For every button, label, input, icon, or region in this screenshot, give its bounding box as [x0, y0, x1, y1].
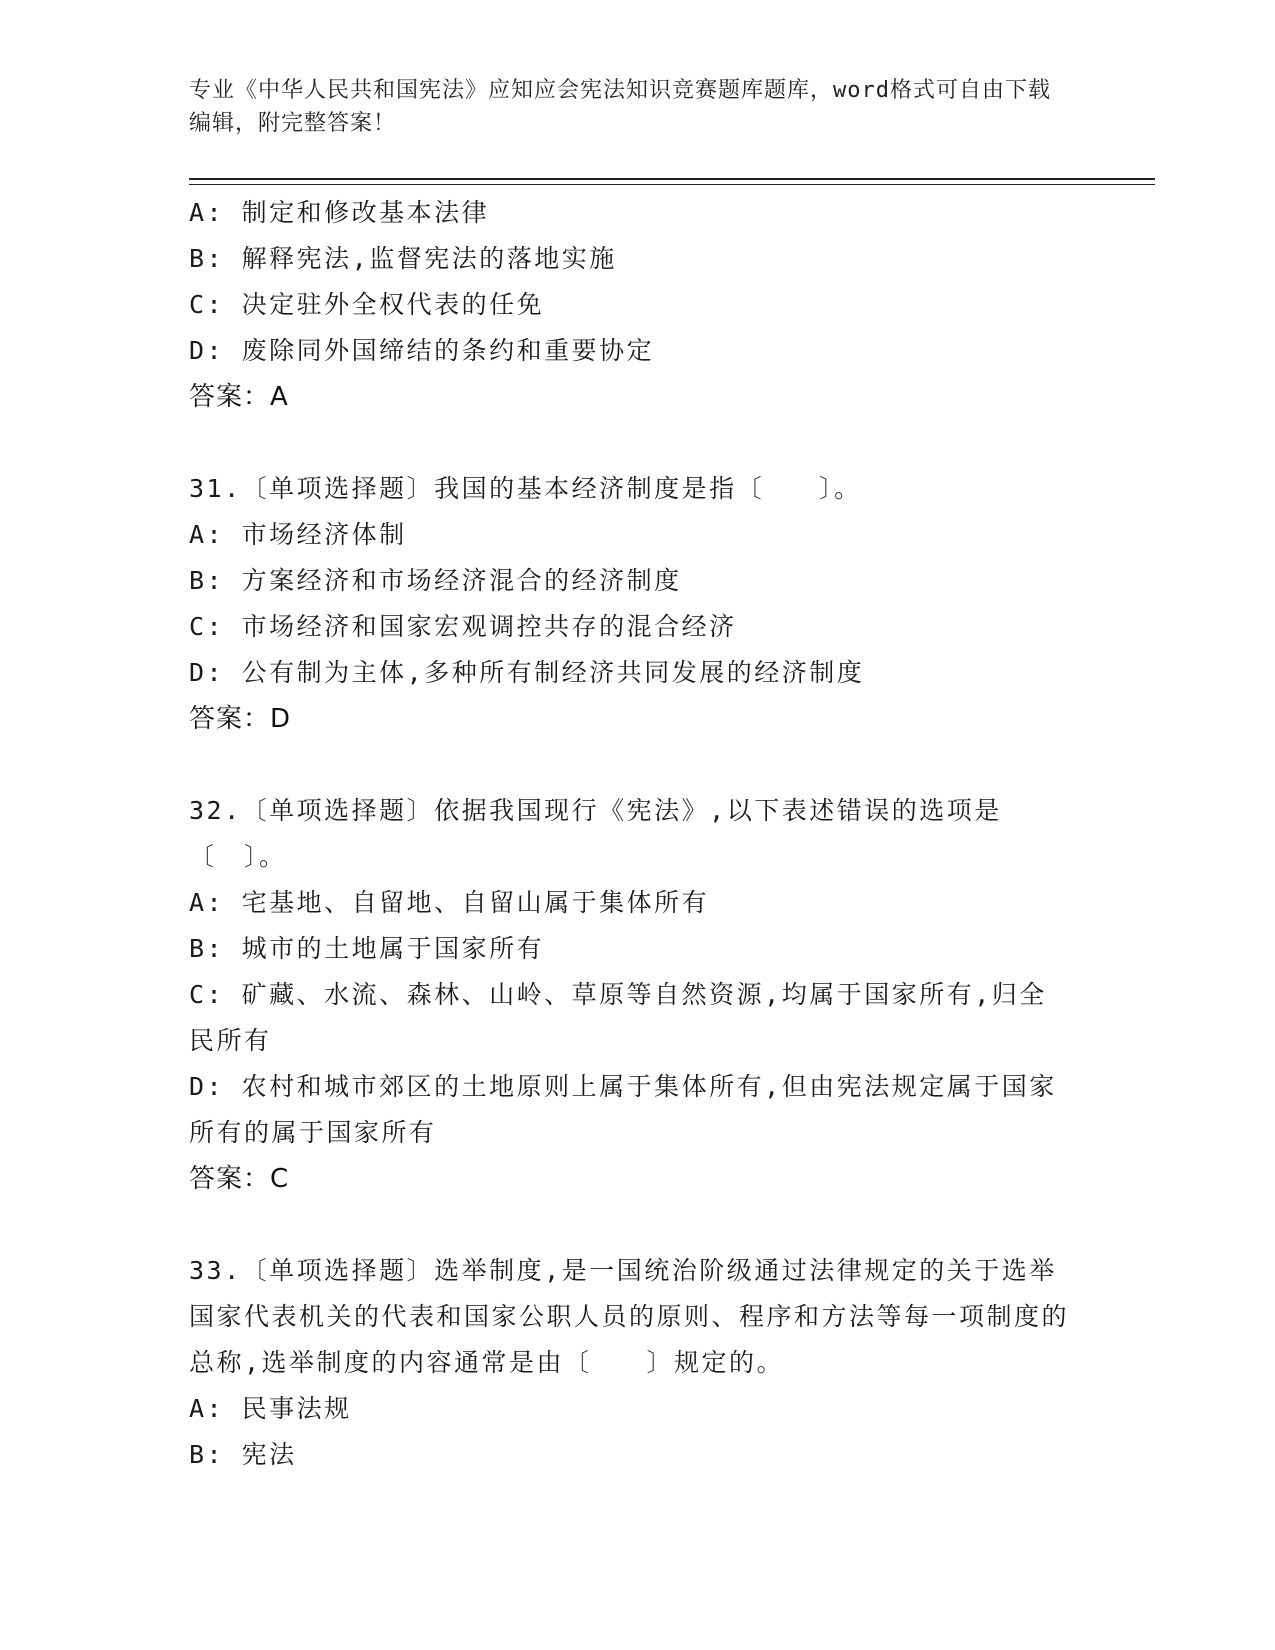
option-c: C: 市场经济和国家宏观调控共存的混合经济: [189, 612, 737, 641]
option-b: B: 宪法: [189, 1440, 297, 1469]
answer-label: 答案：C: [189, 1164, 290, 1194]
answer-label: 答案：D: [189, 704, 292, 734]
question-block-30: [189, 190, 1069, 420]
spacer: [189, 1202, 1069, 1248]
document-header: 专业《中华人民共和国宪法》应知应会宪法知识竞赛题库题库，word格式可自由下载编辑，附完整答案！: [189, 78, 1051, 136]
question-block-33: [189, 1248, 1069, 1478]
option-a: A: 宅基地、自留地、自留山属于集体所有: [189, 888, 710, 917]
option-d: D: 废除同外国缔结的条约和重要协定: [189, 336, 655, 365]
answer-label: 答案：A: [189, 382, 289, 412]
question-block-31: [189, 466, 1069, 742]
option-d: D: 公有制为主体,多种所有制经济共同发展的经济制度: [189, 658, 865, 687]
option-b: B: 城市的土地属于国家所有: [189, 934, 545, 963]
option-a: A: 制定和修改基本法律: [189, 198, 490, 227]
spacer: [189, 420, 1069, 466]
option-a: A: 民事法规: [189, 1394, 352, 1423]
option-b: B: 解释宪法,监督宪法的落地实施: [189, 244, 617, 273]
question-stem: 31.〔单项选择题〕我国的基本经济制度是指〔 〕。: [189, 474, 862, 503]
question-content: [189, 190, 1069, 1478]
header-divider-bottom: [189, 184, 1155, 185]
question-stem: 32.〔单项选择题〕依据我国现行《宪法》,以下表述错误的选项是〔 〕。: [189, 796, 1002, 871]
option-b: B: 方案经济和市场经济混合的经济制度: [189, 566, 682, 595]
option-d: D: 农村和城市郊区的土地原则上属于集体所有,但由宪法规定属于国家所有的属于国家所有: [189, 1072, 1057, 1147]
question-stem: 33.〔单项选择题〕选举制度,是一国统治阶级通过法律规定的关于选举国家代表机关的代表和国家公职人员的原则、程序和方法等每一项制度的总称,选举制度的内容通常是由〔 〕规定的。: [189, 1256, 1070, 1377]
header-divider-top: [189, 178, 1155, 180]
question-block-32: [189, 788, 1069, 1202]
option-c: C: 决定驻外全权代表的任免: [189, 290, 545, 319]
spacer: [189, 742, 1069, 788]
option-a: A: 市场经济体制: [189, 520, 407, 549]
option-c: C: 矿藏、水流、森林、山岭、草原等自然资源,均属于国家所有,归全民所有: [189, 980, 1047, 1055]
